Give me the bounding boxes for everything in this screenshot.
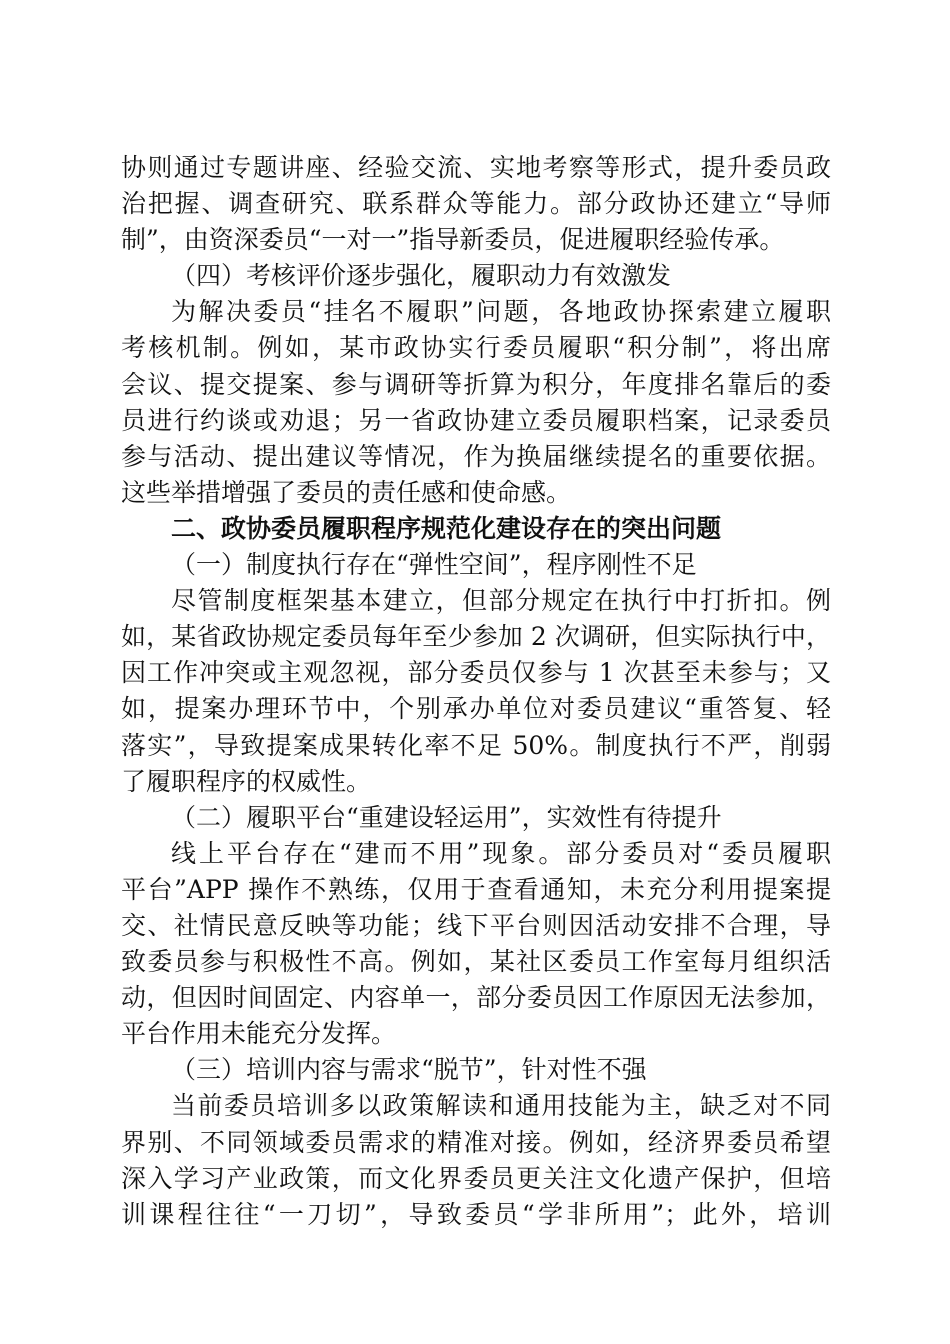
text-line: 会议、提交提案、参与调研等折算为积分，年度排名靠后的委 — [121, 369, 831, 399]
text-line: 如，提案办理环节中，个别承办单位对委员建议“重答复、轻 — [121, 694, 831, 724]
subsection-heading — [121, 1052, 831, 1088]
subsection-heading — [121, 258, 831, 294]
subsection-heading — [121, 547, 831, 583]
text-line: （四）考核评价逐步强化，履职动力有效激发 — [171, 261, 672, 291]
text-line: （二）履职平台“重建设轻运用”，实效性有待提升 — [171, 802, 722, 832]
text-line: 二、政协委员履职程序规范化建设存在的突出问题 — [171, 513, 722, 543]
paragraph — [121, 150, 831, 258]
text-line: （一）制度执行存在“弹性空间”，程序刚性不足 — [171, 550, 697, 580]
text-line: 为解决委员“挂名不履职”问题，各地政协探索建立履职 — [171, 297, 831, 327]
text-line: 尽管制度框架基本建立，但部分规定在执行中打折扣。例 — [171, 586, 831, 616]
text-line: 动，但因时间固定、内容单一，部分委员因工作原因无法参加， — [121, 983, 831, 1013]
text-line: 深入学习产业政策，而文化界委员更关注文化遗产保护，但培 — [121, 1163, 831, 1193]
text-line: （三）培训内容与需求“脱节”，针对性不强 — [171, 1055, 647, 1085]
text-line: 协则通过专题讲座、经验交流、实地考察等形式，提升委员政 — [121, 153, 831, 182]
text-line: 落实”，导致提案成果转化率不足 50%。制度执行不严，削弱 — [121, 730, 831, 760]
text-line: 致委员参与积极性不高。例如，某社区委员工作室每月组织活 — [121, 947, 831, 977]
text-line: 当前委员培训多以政策解读和通用技能为主，缺乏对不同 — [171, 1091, 831, 1121]
text-line: 平台”APP 操作不熟练，仅用于查看通知，未充分利用提案提 — [121, 874, 831, 904]
section-heading — [121, 511, 831, 547]
paragraph — [121, 1088, 831, 1232]
paragraph — [121, 583, 831, 800]
text-line: 员进行约谈或劝退；另一省政协建立委员履职档案，记录委员 — [121, 405, 831, 435]
text-line: 训课程往往“一刀切”，导致委员“学非所用”；此外，培训 — [121, 1199, 831, 1229]
text-line: 制”，由资深委员“一对一”指导新委员，促进履职经验传承。 — [121, 225, 785, 255]
text-line: 线上平台存在“建而不用”现象。部分委员对“委员履职 — [171, 838, 831, 868]
text-line: 交、社情民意反映等功能；线下平台则因活动安排不合理，导 — [121, 910, 831, 940]
subsection-heading — [121, 800, 831, 836]
text-line: 这些举措增强了委员的责任感和使命感。 — [121, 477, 572, 507]
text-line: 治把握、调查研究、联系群众等能力。部分政协还建立“导师 — [121, 189, 831, 219]
text-line: 界别、不同领域委员需求的精准对接。例如，经济界委员希望 — [121, 1127, 831, 1157]
text-line: 平台作用未能充分发挥。 — [121, 1019, 397, 1049]
text-line: 参与活动、提出建议等情况，作为换届继续提名的重要依据。 — [121, 441, 831, 471]
text-line: 考核机制。例如，某市政协实行委员履职“积分制”，将出席 — [121, 333, 831, 363]
document-body — [121, 150, 831, 1233]
text-line: 了履职程序的权威性。 — [121, 766, 372, 796]
text-line: 因工作冲突或主观忽视，部分委员仅参与 1 次甚至未参与；又 — [121, 658, 831, 688]
text-line: 如，某省政协规定委员每年至少参加 2 次调研，但实际执行中， — [121, 622, 831, 652]
paragraph — [121, 294, 831, 511]
paragraph — [121, 836, 831, 1053]
